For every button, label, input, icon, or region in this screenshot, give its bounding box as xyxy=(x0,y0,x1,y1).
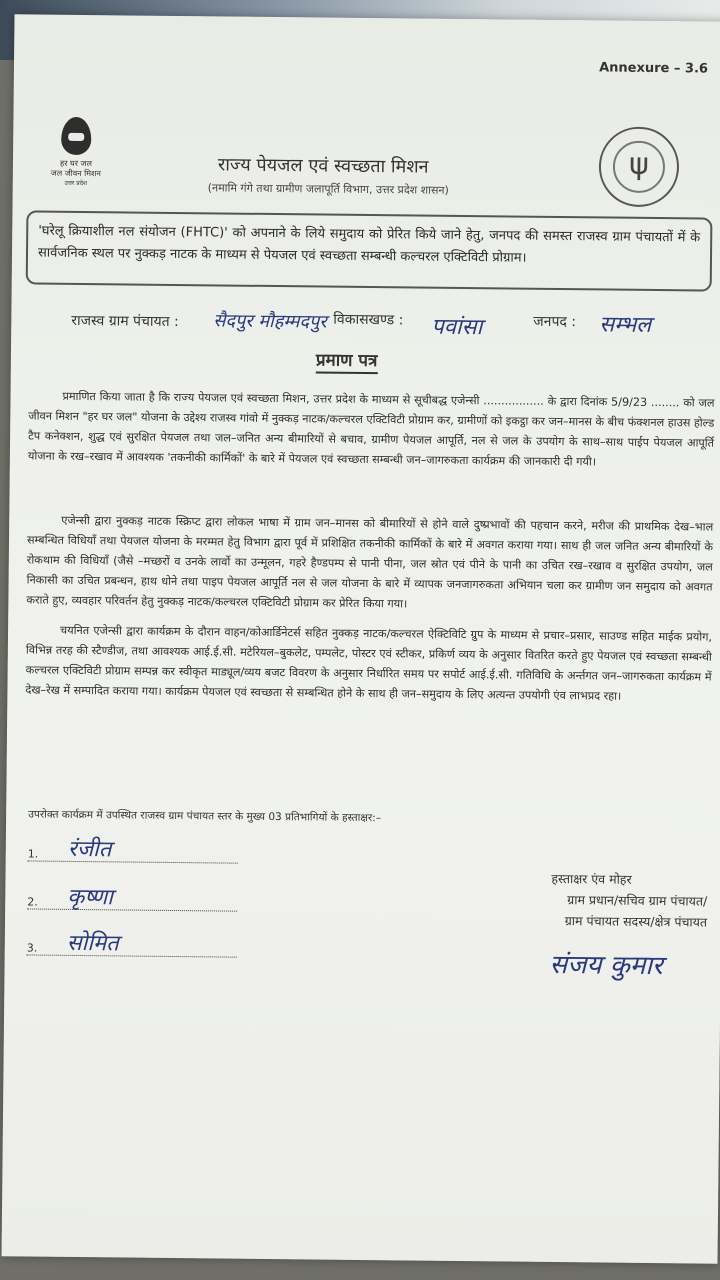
participant-signature-1 xyxy=(27,836,238,863)
paragraph-2: एजेन्सी द्वारा नुक्कड़ नाटक स्क्रिप्ट द्वारा लोकल भाषा में ग्राम जन–मानस को बीमारियों से होने वाले दुष्प्रभावों की पहचान करने, मरीज की प्राथमिक देख–भाल सम्बन्धित विधियाँ तथा पेयजल योजना के मरम्मत हेतु विभाग द्वारा पूर्व में प्रशिक्षित तकनीकी कार्मिकों के बारे में अवगत कराया गया। साथ ही जल जनित अन्य बीमारियों के रोकथाम की विधियाँ (जैसे –मच्छरों व उनके लार्वो का उन्मूलन, गहरे हैण्डपम्प से पानी पीना, जल स्रोत एवं पीने के पानी का उचित रख–रखाव व सुरक्षित उपयोग, जल निकासी का उचित प्रबन्धन, हाथ धोने तथा पाइप पेयजल आपूर्ति नल से जल योजना के बारे में व्यापक जनजागरुकता अभियान चला कर ग्रामीण जन समुदाय को अवगत कराते हुए, व्यवहार परिवर्तन हेतु नुक्कड़ नाटक/कल्चरल एक्टिविटी प्रोग्राम कर प्रेरित किया गया। xyxy=(26,513,714,611)
district-value: सम्भल xyxy=(599,312,652,338)
water-drop-icon xyxy=(61,117,91,155)
certificate-title: प्रमाण पत्र xyxy=(316,347,378,374)
participant-number: 1. xyxy=(27,847,39,861)
logo-text-3: उत्तर प्रदेश xyxy=(64,179,88,188)
mission-subtitle: (नमामि गंगे तथा ग्रामीण जलापूर्ति विभाग, उत्तर प्रदेश शासन) xyxy=(207,181,449,197)
gram-panchayat-value: सैदपुर मौहम्मदपुर xyxy=(213,310,327,333)
program-banner: 'घरेलू क्रियाशील नल संयोजन (FHTC)' को अपनाने के लिये समुदाय को प्रेरित किये जाने हेतु, जनपद की समस्त राजस्व ग्राम पंचायतों में के सार्वजनिक स्थल पर नुक्कड़ नाटक के माध्यम से पेयजल एवं स्वच्छता सम्बन्धी कल्चरल एक्टिविटी प्रोग्राम। xyxy=(26,210,713,291)
jal-jeevan-mission-logo xyxy=(39,117,114,190)
annexure-label: Annexure – 3.6 xyxy=(599,60,709,77)
signatory-block xyxy=(475,867,708,932)
participants-intro: उपरोक्त कार्यक्रम में उपस्थित राजस्व ग्राम पंचायत स्तर के मुख्य 03 प्रतिभागियों के हस्ताक्षर:– xyxy=(28,808,382,825)
participant-sign: कृष्णा xyxy=(67,884,114,911)
logo-text-2: जल जीवन मिशन xyxy=(50,168,101,179)
paragraph-1: प्रमाणित किया जाता है कि राज्य पेयजल एवं स्वच्छता मिशन, उत्तर प्रदेश के माध्यम से सूचीबद्ध एजेन्सी ................. के द्वारा दिनांक 5/9/23 ........ को जल जीवन मिशन "हर घर जल" योजना के उद्देश्य राजस्व गांवो में नुक्कड़ नाटक/कल्चरल एक्टिविटी प्रोग्राम कर, ग्रामीणों को इकट्ठा कर जन–मानस के बीच फंक्शनल हाउस होल्ड टैप कनेक्शन, शुद्ध एवं सुरक्षित पेयजल तथा जल–जनित अन्य बीमारियों से बचाव, ग्रामीण पेयजल आपूर्ति, नल से जल के उपयोग के साथ–साथ पाईप पेयजल आपूर्ति योजना के रख–रखाव में आवश्यक 'तकनीकी कार्मिकों' के बारे में पेयजल एवं स्वच्छता सम्बन्धी जन–जागरुकता कार्यक्रम की जानकारी दी गयी। xyxy=(27,389,715,469)
document-page xyxy=(2,14,720,1263)
participant-signature-3 xyxy=(26,930,237,957)
location-fields xyxy=(71,307,711,341)
participant-signature-2 xyxy=(27,884,237,911)
signatory-line-1: हस्ताक्षर एंव मोहर xyxy=(551,870,632,887)
district-label: जनपद : xyxy=(533,313,577,331)
participant-sign: सोमित xyxy=(66,930,119,957)
gram-panchayat-label: राजस्व ग्राम पंचायत : xyxy=(71,312,179,331)
paragraph-3: चयनित एजेन्सी द्वारा कार्यक्रम के दौरान वाहन/कोआर्डिनेटर्स सहित नुक्कड़ नाटक/कल्चरल ऐक्टिविटि ग्रुप के माध्यम से प्रचार–प्रसार, साउण्ड सहित माईक प्रयोग, विभिन्न तरह की स्टैण्डीज, तथा आवश्यक आई.ई.सी. मटेरियल–बुकलेट, पम्पलेट, पोस्टर एवं स्टीकर, प्रकिर्ण व्यय के अनुसार वितरित करते हुए पेयजल एवं स्वच्छता सम्बन्धी कल्चरल एक्टिविटी प्रोग्राम सम्पन्न कर स्वीकृत माड्यूल/व्यय बजट विवरण के अनुसार निर्धारित समय पर सपोर्ट आई.ई.सी. गतिविधि के अर्न्तगत जन–जागरुकता कार्यक्रम में देख–रेख में सम्पादित कराया गया। कार्यक्रम पेयजल एवं स्वच्छता से सम्बन्धित होने के साथ ही जन–समुदाय के लिए अत्यन्त उपयोगी एंव लाभप्रद रहा। xyxy=(25,623,713,703)
signatory-signature: संजय कुमार xyxy=(549,949,663,982)
up-government-seal-icon xyxy=(599,126,680,207)
participant-number: 3. xyxy=(26,941,38,955)
participant-number: 2. xyxy=(27,895,38,909)
participant-sign: रंजीत xyxy=(67,836,112,863)
block-value: पवांसा xyxy=(431,314,483,341)
logo-text-1: हर घर जल xyxy=(59,158,92,169)
signatory-line-2: ग्राम प्रधान/सचिव ग्राम पंचायत/ xyxy=(567,892,708,909)
block-label: विकासखण्ड : xyxy=(333,311,404,329)
signatory-line-3: ग्राम पंचायत सदस्य/क्षेत्र पंचायत xyxy=(564,913,708,930)
mission-title: राज्य पेयजल एवं स्वच्छता मिशन xyxy=(217,154,429,178)
